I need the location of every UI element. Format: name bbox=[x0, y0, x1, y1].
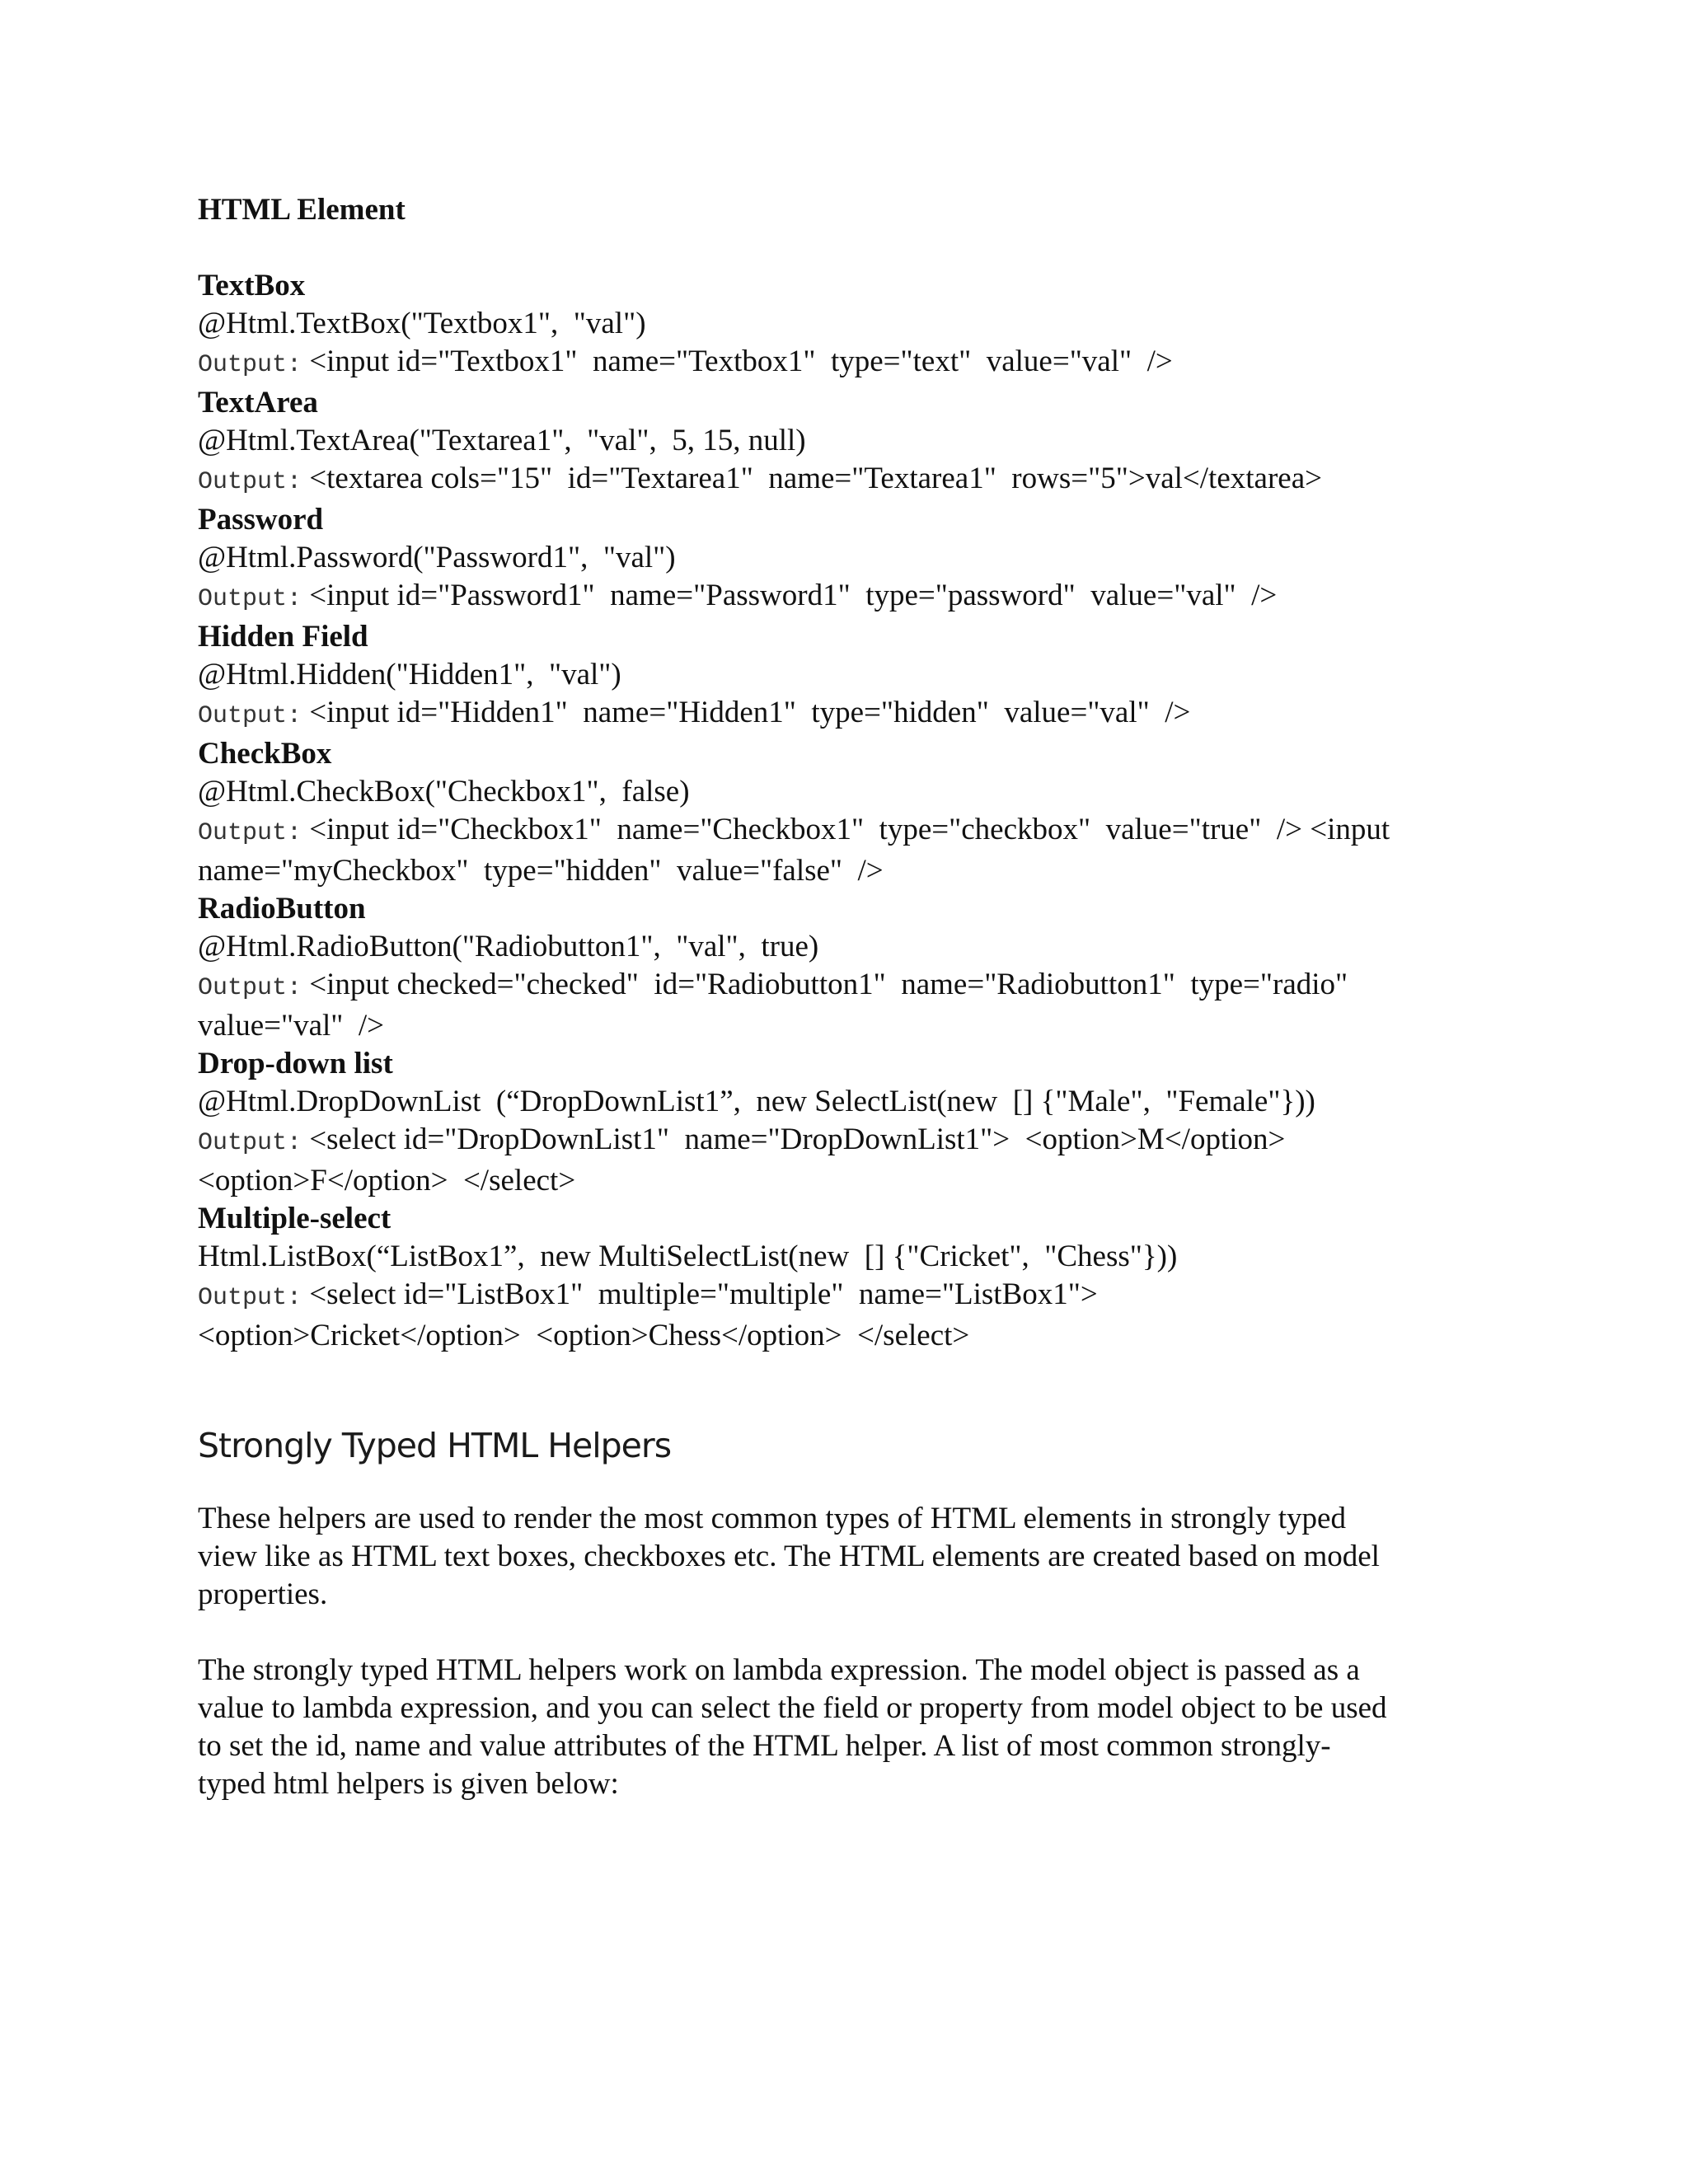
helper-output-line bbox=[198, 1276, 1533, 1317]
paragraph-line: value to lambda expression, and you can select the field or property from model object to be used bbox=[198, 1691, 1387, 1725]
output-text: <input id="Hidden1" name="Hidden1" type="hidden" value="val" /> bbox=[309, 696, 1191, 729]
paragraph-line: These helpers are used to render the most common types of HTML elements in strongly typed bbox=[198, 1502, 1346, 1535]
helper-code: @Html.TextArea("Textarea1", "val", 5, 15, null) bbox=[198, 424, 806, 457]
helper-output-line bbox=[198, 966, 1533, 1007]
helper-output-line bbox=[198, 1007, 1533, 1045]
document-page bbox=[198, 191, 1533, 1841]
helper-output-line bbox=[198, 460, 1533, 501]
helper-output-line bbox=[198, 811, 1533, 852]
helper-title: Drop-down list bbox=[198, 1047, 393, 1080]
output-label: Output: bbox=[198, 351, 302, 379]
helper-title: TextArea bbox=[198, 386, 318, 419]
output-text: <option>F</option> </select> bbox=[198, 1164, 576, 1197]
output-text: <select id="DropDownList1" name="DropDownList1"> <option>M</option> bbox=[309, 1122, 1286, 1156]
output-text: value="val" /> bbox=[198, 1009, 385, 1043]
helper-title: TextBox bbox=[198, 269, 306, 302]
output-label: Output: bbox=[198, 468, 302, 496]
paragraph bbox=[198, 1652, 1533, 1803]
paragraph-line: view like as HTML text boxes, checkboxes etc. The HTML elements are created based on model bbox=[198, 1540, 1380, 1573]
output-text: <input id="Textbox1" name="Textbox1" type="text" value="val" /> bbox=[309, 344, 1173, 378]
helper-output-line bbox=[198, 852, 1533, 890]
helper-item bbox=[198, 384, 1533, 501]
helper-output-line bbox=[198, 694, 1533, 735]
paragraph-line: properties. bbox=[198, 1577, 328, 1611]
output-text: <input checked="checked" id="Radiobutton1" name="Radiobutton1" type="radio" bbox=[309, 968, 1348, 1001]
helper-code: @Html.RadioButton("Radiobutton1", "val", true) bbox=[198, 930, 819, 963]
helper-code: @Html.Password("Password1", "val") bbox=[198, 541, 676, 574]
helper-item bbox=[198, 618, 1533, 735]
section-title: Strongly Typed HTML Helpers bbox=[198, 1426, 672, 1465]
helper-item bbox=[198, 735, 1533, 890]
output-text: <select id="ListBox1" multiple="multiple" name="ListBox1"> bbox=[309, 1277, 1098, 1311]
paragraph-line: typed html helpers is given below: bbox=[198, 1767, 619, 1801]
paragraph bbox=[198, 1500, 1533, 1614]
helper-title: Multiple-select bbox=[198, 1202, 392, 1235]
helper-output-line bbox=[198, 1162, 1533, 1200]
helper-item bbox=[198, 1200, 1533, 1355]
output-label: Output: bbox=[198, 819, 302, 847]
helper-list bbox=[198, 267, 1533, 1355]
helper-code: Html.ListBox(“ListBox1”, new MultiSelectList(new [] {"Cricket", "Chess"})) bbox=[198, 1240, 1178, 1273]
output-text: <textarea cols="15" id="Textarea1" name="Textarea1" rows="5">val</textarea> bbox=[309, 462, 1322, 495]
paragraph-line: The strongly typed HTML helpers work on lambda expression. The model object is passed as a bbox=[198, 1653, 1360, 1687]
paragraph-list bbox=[198, 1500, 1533, 1803]
helper-title: Hidden Field bbox=[198, 620, 368, 654]
main-heading: HTML Element bbox=[198, 193, 406, 227]
helper-code: @Html.DropDownList (“DropDownList1”, new SelectList(new [] {"Male", "Female"})) bbox=[198, 1085, 1315, 1118]
helper-item bbox=[198, 890, 1533, 1045]
output-label: Output: bbox=[198, 1129, 302, 1157]
output-label: Output: bbox=[198, 1284, 302, 1312]
output-label: Output: bbox=[198, 702, 302, 730]
output-text: <input id="Checkbox1" name="Checkbox1" type="checkbox" value="true" /> <input bbox=[309, 813, 1390, 846]
helper-code: @Html.CheckBox("Checkbox1", false) bbox=[198, 775, 690, 808]
helper-output-line bbox=[198, 577, 1533, 618]
output-label: Output: bbox=[198, 974, 302, 1002]
output-text: <option>Cricket</option> <option>Chess</option> </select> bbox=[198, 1319, 970, 1352]
helper-title: RadioButton bbox=[198, 892, 366, 926]
helper-output-line bbox=[198, 343, 1533, 384]
helper-code: @Html.Hidden("Hidden1", "val") bbox=[198, 658, 621, 691]
helper-item bbox=[198, 267, 1533, 384]
helper-item bbox=[198, 1045, 1533, 1200]
helper-title: Password bbox=[198, 503, 324, 537]
output-text: name="myCheckbox" type="hidden" value="false" /> bbox=[198, 854, 884, 888]
output-text: <input id="Password1" name="Password1" type="password" value="val" /> bbox=[309, 579, 1278, 612]
helper-title: CheckBox bbox=[198, 737, 332, 771]
helper-output-line bbox=[198, 1317, 1533, 1355]
paragraph-line: to set the id, name and value attributes of the HTML helper. A list of most common strongly- bbox=[198, 1729, 1331, 1763]
helper-output-line bbox=[198, 1121, 1533, 1162]
output-label: Output: bbox=[198, 585, 302, 613]
helper-code: @Html.TextBox("Textbox1", "val") bbox=[198, 307, 646, 340]
helper-item bbox=[198, 501, 1533, 618]
